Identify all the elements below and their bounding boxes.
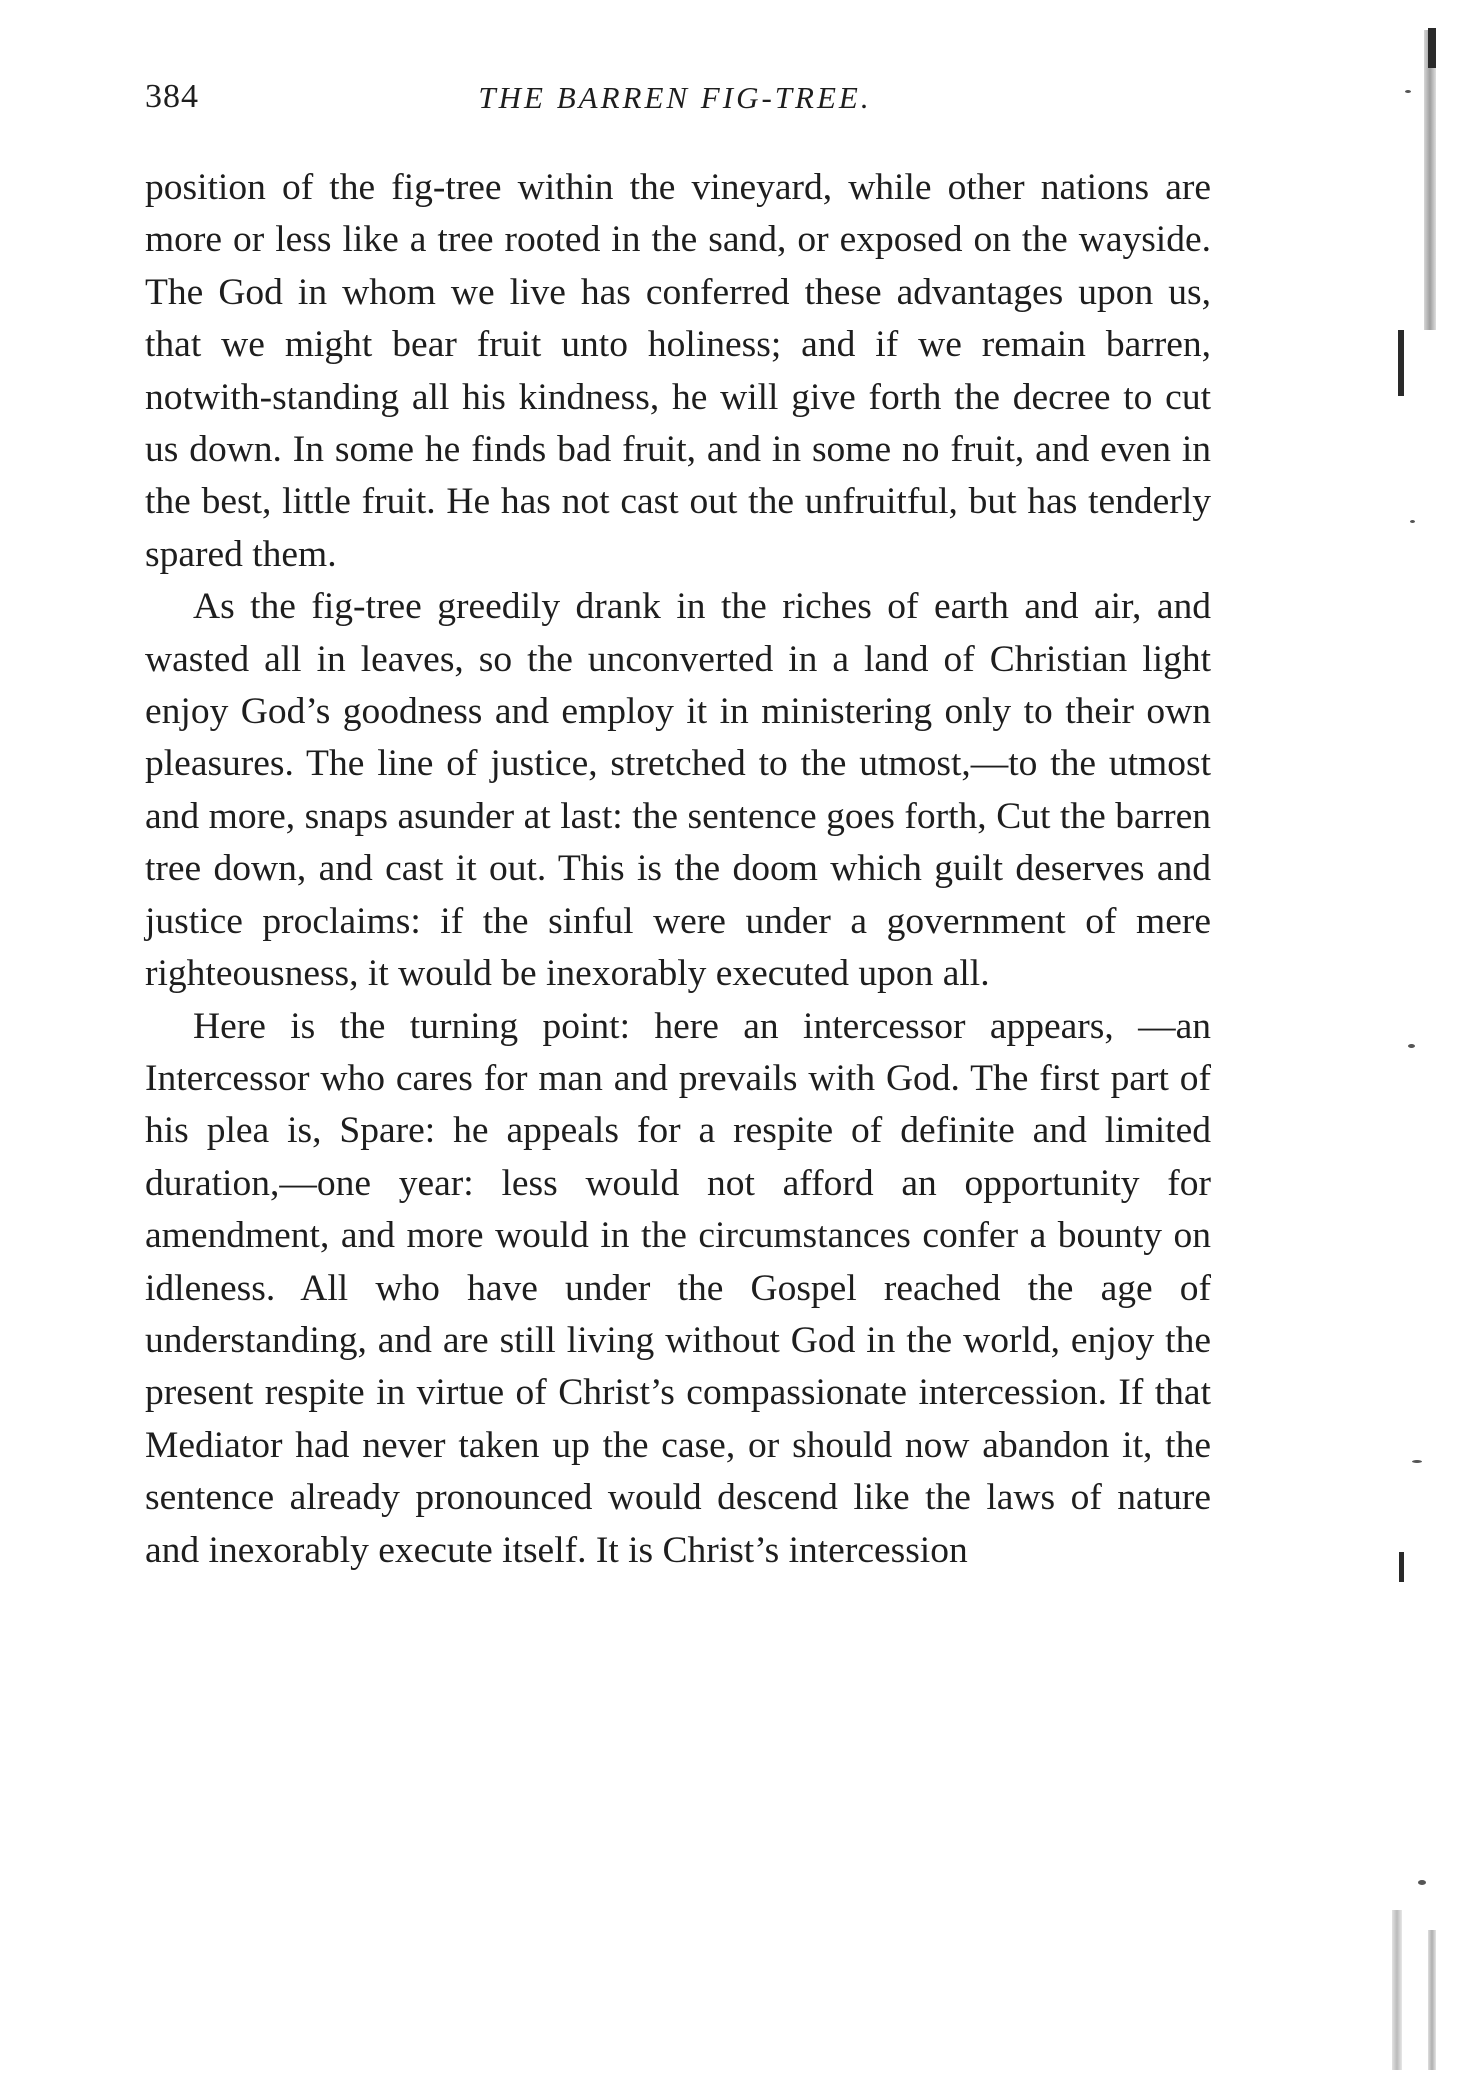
body-text xyxy=(145,162,1211,1577)
running-title: THE BARREN FIG-TREE. xyxy=(478,80,872,115)
page-number: 384 xyxy=(145,78,199,115)
paragraph-3: Here is the turning point: here an intercessor appears, —an Intercessor who cares for man and prevails with God. The first part of his plea is, Spare: he appeals for a respite of definite and limited duration,—one year: less would not afford an opportunity for amendment, and more would in the circumstances confer a bounty on idleness. All who have under the Gospel reached the age of understanding, and are still living without God in the world, enjoy the present respite in virtue of Christ’s compassionate intercession. If that Mediator had never taken up the case, or should now abandon it, the sentence already pronounced would descend like the laws of nature and inexorably execute itself. It is Christ’s intercession xyxy=(145,1005,1211,1571)
paragraph-2: As the fig-tree greedily drank in the riches of earth and air, and wasted all in leaves, so the unconverted in a land of Christian light enjoy God’s goodness and employ it in ministering only to their own pleasures. The line of justice, stretched to the utmost,—to the utmost and more, snaps asunder at last: the sentence goes forth, Cut the barren tree down, and cast it out. This is the doom which guilt deserves and justice proclaims: if the sinful were under a government of mere righteousness, it would be inexorably executed upon all. xyxy=(145,586,1211,995)
page-header xyxy=(145,78,1215,128)
paragraph-1: position of the fig-tree within the vineyard, while other nations are more or less like a tree rooted in the sand, or exposed on the wayside. The God in whom we live has conferred these advantages upon us, that we might bear fruit unto holiness; and if we remain barren, notwith-standing all his kindness, he will give forth the decree to cut us down. In some he finds bad fruit, and in some no fruit, and even in the best, little fruit. He has not cast out the unfruitful, but has tenderly spared them. xyxy=(145,167,1211,575)
